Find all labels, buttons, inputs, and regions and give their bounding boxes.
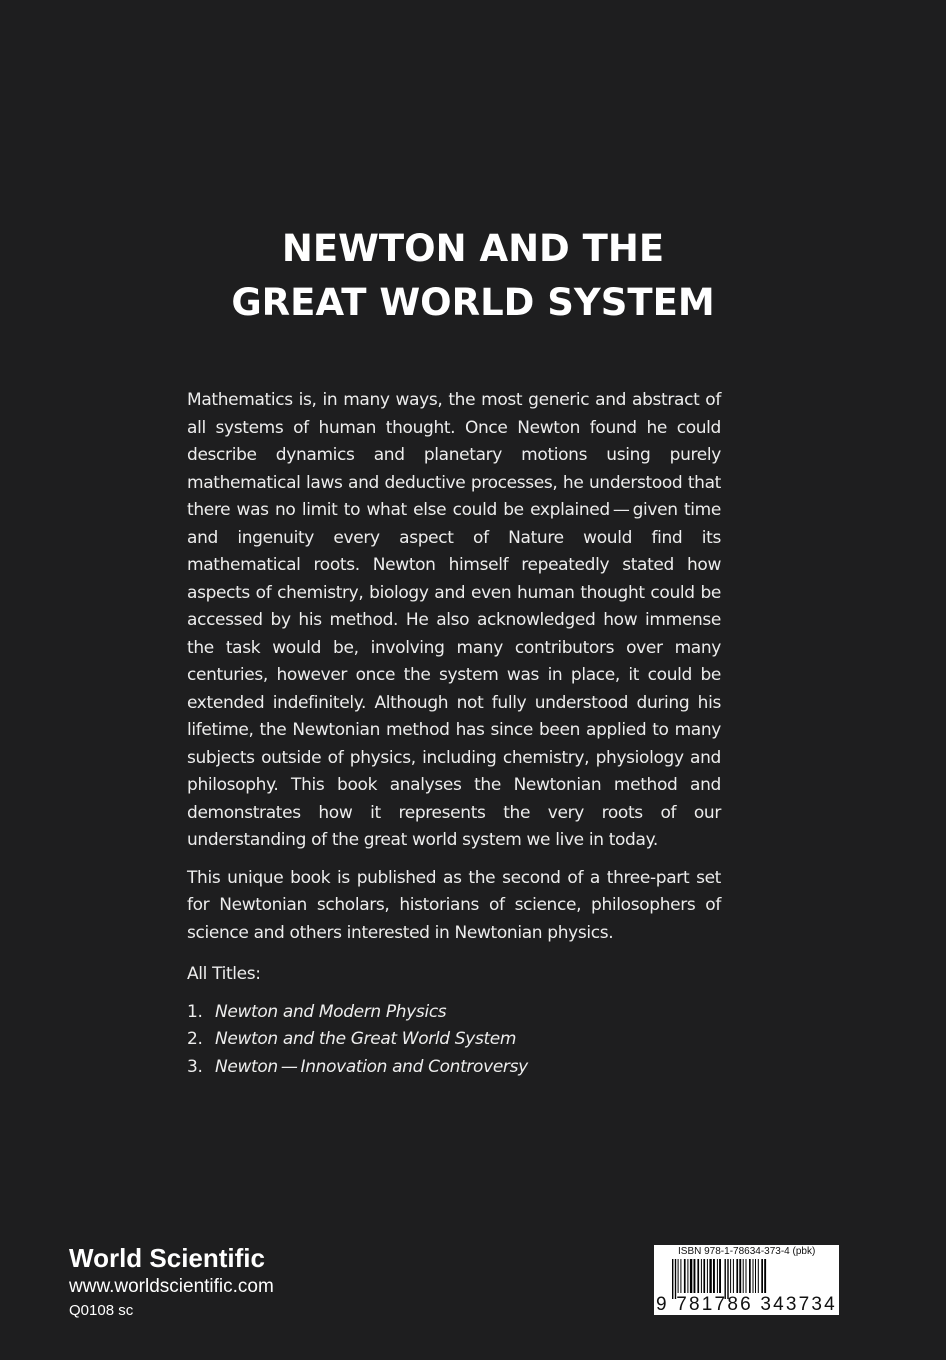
blurb [187,387,721,1081]
barcode-bar [725,1259,726,1299]
publisher-block [69,1242,274,1322]
barcode-bar [675,1259,676,1299]
barcode-bar [678,1259,679,1293]
barcode [654,1245,839,1315]
barcode-bar [694,1259,696,1293]
list-item-number: 2. [187,1029,203,1049]
barcode-bar [690,1259,692,1293]
titles-list [187,999,721,1082]
barcode-bar [672,1259,673,1299]
barcode-bar [727,1259,728,1299]
book-title-line-2: GREAT WORLD SYSTEM [231,281,715,324]
barcode-bar [736,1259,738,1293]
list-item-title: Newton and the Great World System [215,1029,517,1049]
product-code: Q0108 sc [69,1302,134,1319]
barcode-bar [719,1259,721,1293]
barcode-bar [733,1259,734,1293]
barcode-bar [684,1259,686,1293]
barcode-bar [758,1259,759,1293]
barcode-bar [764,1259,766,1293]
barcode-bar [755,1259,756,1293]
list-item-number: 3. [187,1056,203,1077]
barcode-bar [753,1259,754,1293]
blurb-paragraph-1: Mathematics is, in many ways, the most generic and abstract of all systems of human thought. Once Newton found he could describe dynamics and planetary motions using purely mathematical laws and deductive processes, he understood that there was no limit to what else could be explained — given time and ingenuity every aspect of Nature would find its mathematical roots. Newton himself repeatedly stated how aspects of chemistry, biology and even human thought could be accessed by his method. He also acknowledged how immense the task would be, involving many contributors over many centuries, however once the system was in place, it could be extended indefinitely. Although not fully understood during his lifetime, the Newtonian method has since been applied to many subjects outside of physics, including chemistry, physiology and philosophy. This book analyses the Newtonian method and demonstrates how it represents the very roots of our understanding of the great world system we live in today. [187,390,721,850]
barcode-bar [709,1259,711,1293]
barcode-bar [749,1259,751,1293]
all-titles-label: All Titles: [187,964,261,984]
barcode-bar [743,1259,744,1293]
list-item-title: Newton — Innovation and Controversy [215,1056,528,1077]
list-item-number: 1. [187,1001,203,1022]
barcode-bar [717,1259,718,1293]
publisher-name: World Scientific [69,1243,265,1273]
barcode-digits: 9 781786 343734 [656,1294,837,1315]
publisher-url: www.worldscientific.com [69,1276,274,1297]
list-item [187,999,721,1027]
list-item-title: Newton and Modern Physics [215,1001,447,1022]
book-title-line-1: NEWTON AND THE [281,227,665,270]
barcode-bar [746,1259,747,1293]
isbn-text: ISBN 978-1-78634-373-4 (pbk) [678,1246,816,1257]
barcode-bar [730,1259,731,1293]
barcode-bar [713,1259,715,1293]
blurb-paragraph-2: This unique book is published as the second of a three-part set for Newtonian scholars, historians of science, philosophers of science and others interested in Newtonian physics. [187,867,721,943]
barcode-bar [680,1259,681,1293]
barcode-bar [761,1259,763,1293]
book-title [0,222,946,330]
barcode-bar [701,1259,702,1293]
barcode-bar [697,1259,699,1293]
barcode-bar [703,1259,705,1293]
list-item [187,1026,721,1054]
barcode-bar [707,1259,708,1293]
barcode-bar [687,1259,688,1293]
barcode-bar [739,1259,741,1293]
list-item [187,1054,721,1082]
